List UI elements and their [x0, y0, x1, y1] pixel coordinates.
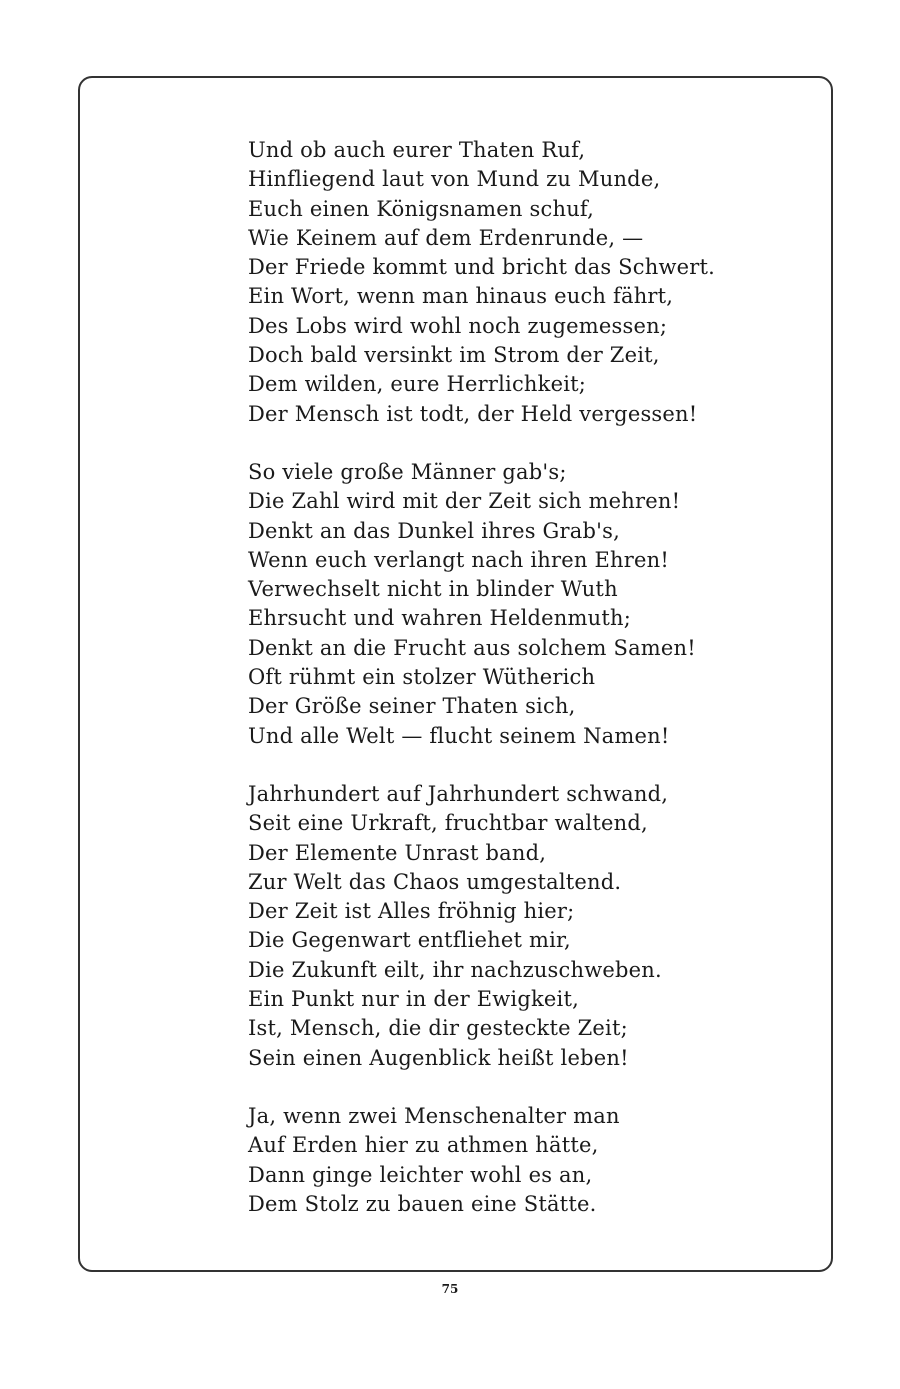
poem-line: Jahrhundert auf Jahrhundert schwand, [248, 781, 669, 806]
poem-line: Euch einen Königsnamen schuf, [248, 196, 595, 221]
stanza-2 [248, 458, 808, 751]
poem-line: Wenn euch verlangt nach ihren Ehren! [248, 547, 669, 572]
poem-line: Denkt an die Frucht aus solchem Samen! [248, 635, 696, 660]
poem-line: Des Lobs wird wohl noch zugemessen; [248, 313, 668, 338]
stanza-1 [248, 136, 808, 429]
poem-line: Seit eine Urkraft, fruchtbar waltend, [248, 811, 648, 836]
poem-line: Die Gegenwart entfliehet mir, [248, 928, 571, 953]
poem-line: So viele große Männer gab's; [248, 459, 567, 484]
poem-line: Der Friede kommt und bricht das Schwert. [248, 255, 715, 280]
poem-line: Ehrsucht und wahren Heldenmuth; [248, 606, 631, 631]
poem-line: Der Elemente Unrast band, [248, 840, 547, 865]
poem-line: Der Größe seiner Thaten sich, [248, 694, 576, 719]
poem-line: Ist, Mensch, die dir gesteckte Zeit; [248, 1016, 628, 1041]
poem-line: Dann ginge leichter wohl es an, [248, 1162, 593, 1187]
poem-line: Die Zukunft eilt, ihr nachzuschweben. [248, 957, 662, 982]
poem-line: Dem wilden, eure Herrlichkeit; [248, 372, 587, 397]
poem-line: Der Mensch ist todt, der Held vergessen! [248, 401, 698, 426]
poem-line: Der Zeit ist Alles fröhnig hier; [248, 899, 575, 924]
poem-line: Ein Wort, wenn man hinaus euch fährt, [248, 284, 674, 309]
stanza-4 [248, 1102, 808, 1219]
poem-line: Sein einen Augenblick heißt leben! [248, 1045, 629, 1070]
poem-line: Hinfliegend laut von Mund zu Munde, [248, 167, 661, 192]
poem-line: Ein Punkt nur in der Ewigkeit, [248, 987, 579, 1012]
poem-line: Zur Welt das Chaos umgestaltend. [248, 869, 622, 894]
poem-line: Wie Keinem auf dem Erdenrunde, — [248, 225, 644, 250]
poem-line: Ja, wenn zwei Menschenalter man [248, 1103, 620, 1128]
poem-line: Doch bald versinkt im Strom der Zeit, [248, 343, 660, 368]
poem-text [248, 136, 808, 1248]
poem-line: Verwechselt nicht in blinder Wuth [248, 577, 618, 602]
poem-line: Dem Stolz zu bauen eine Stätte. [248, 1191, 597, 1216]
poem-line: Denkt an das Dunkel ihres Grab's, [248, 518, 620, 543]
poem-line: Oft rühmt ein stolzer Wütherich [248, 665, 596, 690]
poem-line: Auf Erden hier zu athmen hätte, [248, 1133, 599, 1158]
poem-line: Und alle Welt — flucht seinem Namen! [248, 723, 670, 748]
stanza-3 [248, 780, 808, 1073]
poem-line: Und ob auch eurer Thaten Ruf, [248, 138, 586, 162]
page-number: 75 [441, 1282, 459, 1296]
poem-line: Die Zahl wird mit der Zeit sich mehren! [248, 489, 681, 514]
